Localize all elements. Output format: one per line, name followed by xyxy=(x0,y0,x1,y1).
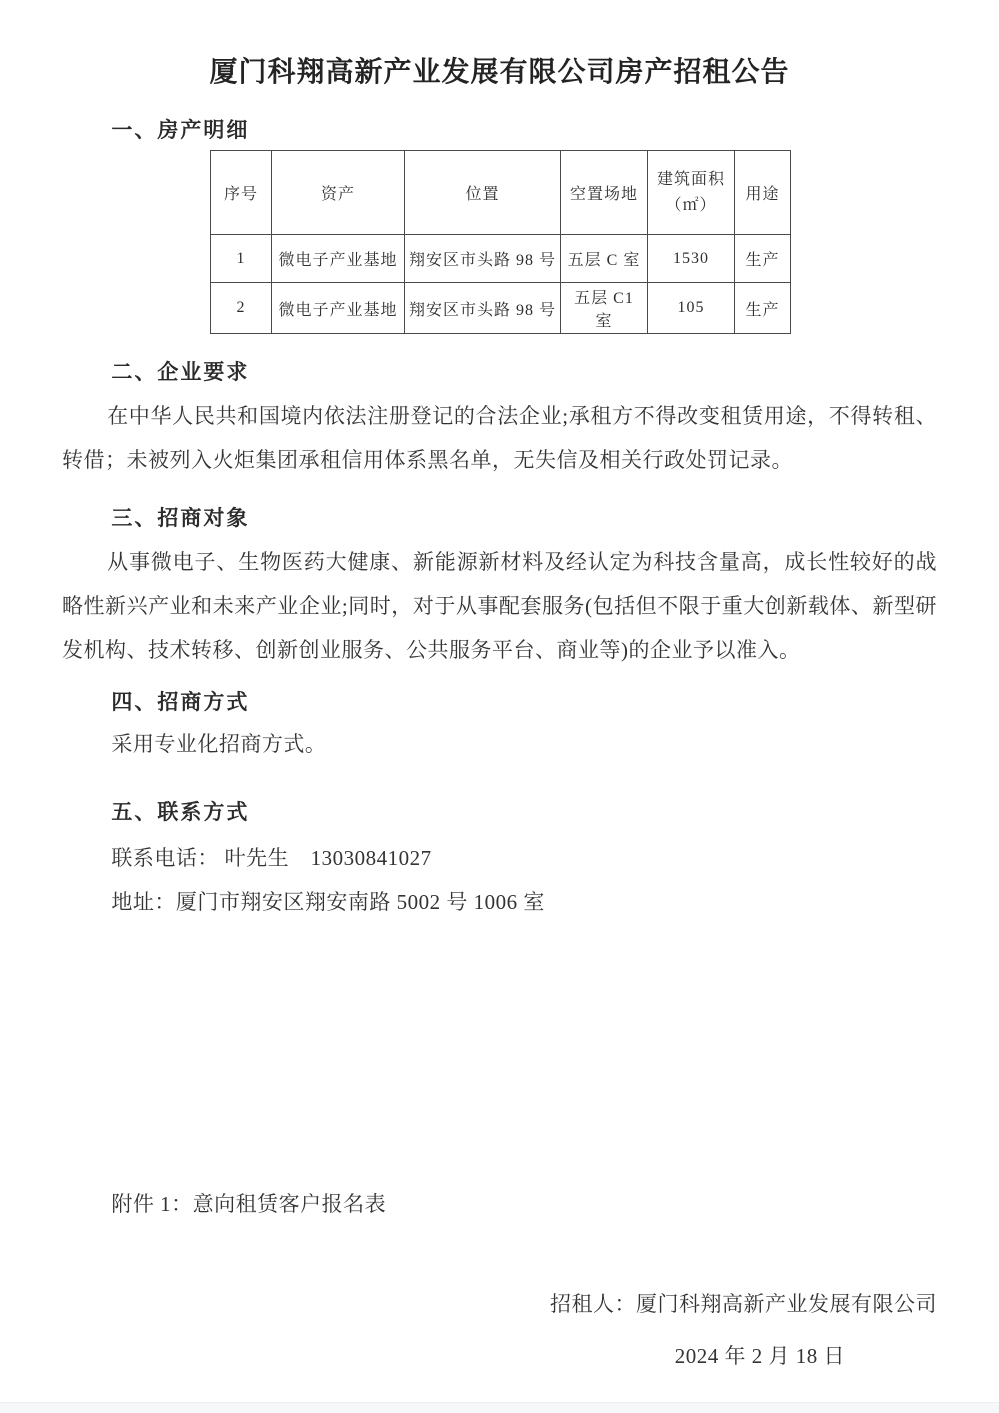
page-title: 厦门科翔高新产业发展有限公司房产招租公告 xyxy=(209,57,790,88)
enterprise-requirements-paragraph: 在中华人民共和国境内依法注册登记的合法企业;承租方不得改变租赁用途，不得转租、转借；未被列入火炬集团承租信用体系黑名单，无失信及相关行政处罚记录。 xyxy=(62,404,937,472)
property-table xyxy=(210,150,791,334)
table-header-row xyxy=(211,151,791,235)
cell-vacant-space: 五层 C1 室 xyxy=(561,283,648,334)
col-header-floor-area xyxy=(648,151,735,235)
document-date-line: 2024 年 2 月 18 日 xyxy=(674,1344,845,1368)
col-header-vacant-space: 空置场地 xyxy=(561,151,648,235)
attachment-line: 附件 1：意向租赁客户报名表 xyxy=(111,1192,387,1216)
section-heading-property-details: 一、房产明细 xyxy=(111,118,250,142)
target-tenants-paragraph: 从事微电子、生物医药大健康、新能源新材料及经认定为科技含量高，成长性较好的战略性新兴产业和未来产业企业;同时，对于从事配套服务(包括但不限于重大创新载体、新型研发机构、技术转移、创新创业服务、公共服务平台、商业等)的企业予以准入。 xyxy=(62,550,937,662)
contact-address-line: 地址：厦门市翔安区翔安南路 5002 号 1006 室 xyxy=(111,890,545,914)
cell-floor-area: 1530 xyxy=(648,235,735,283)
cell-vacant-space: 五层 C 室 xyxy=(561,235,648,283)
leasing-method-paragraph: 采用专业化招商方式。 xyxy=(111,732,327,756)
col-header-index: 序号 xyxy=(211,151,272,235)
cell-index: 1 xyxy=(211,235,272,283)
col-header-asset: 资产 xyxy=(272,151,405,235)
section-heading-target-tenants: 三、招商对象 xyxy=(111,506,250,530)
contact-phone-line: 联系电话： 叶先生 13030841027 xyxy=(111,846,432,870)
table-row xyxy=(211,235,791,283)
section-heading-leasing-method: 四、招商方式 xyxy=(111,690,250,714)
table-row xyxy=(211,283,791,334)
col-header-location: 位置 xyxy=(405,151,561,235)
cell-location: 翔安区市头路 98 号 xyxy=(405,283,561,334)
cell-usage: 生产 xyxy=(735,235,791,283)
section-heading-enterprise-requirements: 二、企业要求 xyxy=(111,360,250,384)
cell-index: 2 xyxy=(211,283,272,334)
cell-asset: 微电子产业基地 xyxy=(272,283,405,334)
cell-usage: 生产 xyxy=(735,283,791,334)
cell-asset: 微电子产业基地 xyxy=(272,235,405,283)
lessor-signature-line: 招租人：厦门科翔高新产业发展有限公司 xyxy=(550,1292,937,1316)
col-header-floor-area-label: 建筑面积 xyxy=(656,170,725,188)
col-header-usage: 用途 xyxy=(735,151,791,235)
contact-block xyxy=(62,836,937,924)
section-heading-contact: 五、联系方式 xyxy=(111,800,250,824)
cell-floor-area: 105 xyxy=(648,283,735,334)
cell-location: 翔安区市头路 98 号 xyxy=(405,235,561,283)
col-header-floor-area-unit: （㎡） xyxy=(665,196,717,214)
page-bottom-strip xyxy=(0,1402,999,1413)
